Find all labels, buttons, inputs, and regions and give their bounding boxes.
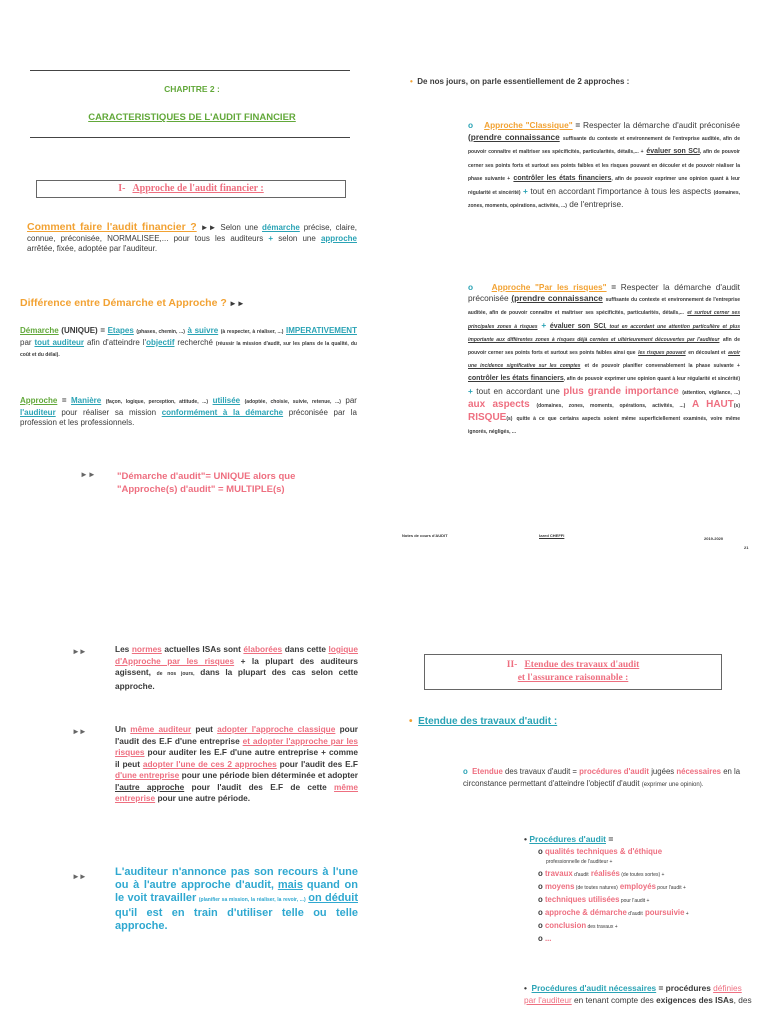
- emphasis: on déduit: [308, 892, 358, 904]
- item-main: moyens: [544, 882, 575, 891]
- definition-approche: [20, 396, 357, 429]
- text: procédures: [665, 983, 711, 993]
- keyword: adopter l'approche classique: [217, 724, 336, 734]
- keyword: Démarche: [20, 326, 59, 335]
- text: en la circonstance permettant d'atteindre l'objectif d'audit: [463, 767, 741, 788]
- footer-year: 2019-2020: [704, 536, 724, 541]
- list-item: [538, 846, 754, 868]
- note: (façon, logique, perception, attitude, ...): [105, 399, 209, 405]
- note: (planifier sa mission, la réaliser, la revoir, ...): [198, 897, 306, 903]
- keyword: l'autre approche: [115, 781, 185, 792]
- text: pour une autre période.: [157, 793, 251, 803]
- note: suffisante du contexte et environnement de l'entreprise auditée, afin de pouvoir connaître et maîtriser ses spécificités, particularités, détails,...: [468, 297, 741, 317]
- note: , afin de pouvoir cerner ses points forts et surtout ses points faibles et les risques pouvant en découler et de pouvoir réaliser la phase suivante +: [468, 149, 740, 182]
- text: pour l'audit des E.F: [279, 758, 358, 769]
- text: Les: [115, 644, 130, 654]
- text: en tenant compte des: [574, 995, 654, 1005]
- section-number: I-: [118, 183, 126, 194]
- item-main: techniques utilisées: [544, 895, 620, 904]
- keyword: objectif: [146, 337, 175, 347]
- item-note: d'audit: [626, 911, 643, 917]
- keyword: Approche: [20, 396, 58, 405]
- text: selon une: [278, 233, 316, 243]
- keyword: procédures d'audit: [579, 767, 650, 776]
- block-normes: [115, 644, 358, 692]
- list-item: [538, 907, 754, 920]
- bullet-icon: •: [410, 77, 413, 86]
- keyword: exigences des ISAs: [656, 995, 734, 1005]
- text: dans la plupart des cas selon cette approche.: [115, 667, 358, 691]
- arrows-icon: ►►: [200, 223, 217, 232]
- note-emphasis: et surtout cerner ses principales zones à risques: [468, 310, 740, 330]
- keyword: logique d'Approche par les risques: [115, 644, 358, 666]
- circle-bullet-icon: o: [538, 934, 545, 943]
- text: pour l'audit des E.F d'une entreprise: [115, 724, 359, 746]
- text: actuelles ISAs sont: [164, 644, 241, 654]
- text: =: [575, 120, 581, 130]
- keyword: Manière: [70, 396, 102, 405]
- note: (adoptée, choisie, suivie, retenue, ...): [244, 399, 341, 405]
- note: (domaines, zones, moments, opérations, activités, ...): [536, 402, 686, 409]
- keyword: IMPERATIVEMENT: [285, 326, 357, 335]
- chapter-title: CARACTERISTIQUES DE L'AUDIT FINANCIER: [88, 112, 296, 123]
- block-meme-auditeur: [115, 724, 358, 805]
- item-note: (de toutes sortes) +: [619, 872, 665, 878]
- arrows-icon: ►►: [229, 299, 245, 308]
- keyword: à suivre: [187, 326, 219, 335]
- conclusion: [117, 470, 362, 496]
- question-heading: Comment faire l'audit financier ?: [27, 221, 197, 233]
- keyword: et adopter l'approche par les risques: [115, 735, 359, 757]
- circle-bullet-icon: o: [538, 882, 545, 891]
- section-header-box: [424, 654, 722, 690]
- approach-risk: [468, 282, 740, 438]
- arrows-icon: ►►: [80, 470, 96, 479]
- circle-bullet-icon: o: [463, 767, 468, 776]
- note: en découlant et: [688, 350, 726, 357]
- note: (à respecter, à réaliser, ...): [220, 329, 284, 335]
- text: pour l'audit des E.F de cette: [191, 781, 327, 792]
- text: Un: [115, 724, 127, 734]
- item-note: des travaux +: [586, 924, 618, 930]
- list-item: [538, 933, 754, 944]
- keyword-demarche: démarche: [262, 223, 300, 232]
- bullet-icon: •: [409, 716, 413, 727]
- intro-line: [410, 77, 629, 86]
- note: (s): [733, 402, 741, 409]
- arrows-icon: ►►: [72, 727, 86, 736]
- item-main: approche & démarche: [544, 908, 627, 917]
- emphasis: L'auditeur n'annonce pas son recours à l'une ou à l'autre approche d'audit,: [115, 866, 358, 891]
- text: des travaux d'audit =: [505, 767, 577, 776]
- keyword-approche: approche: [320, 233, 357, 243]
- text: =: [658, 983, 664, 993]
- page-number: 21: [744, 545, 749, 550]
- plus-sign: +: [468, 385, 473, 396]
- slide-1: [0, 0, 384, 512]
- note: (domaines, zones, moments, opérations, activités, ...): [468, 189, 740, 209]
- item-note: +: [684, 911, 689, 917]
- keyword: évaluer son SCI: [549, 322, 606, 330]
- text: arrêtée, fixée, adoptée par l'auditeur.: [27, 244, 158, 253]
- arrows-icon: ►►: [72, 872, 86, 881]
- note-emphasis: les risques pouvant: [638, 350, 686, 357]
- text: =: [61, 396, 67, 405]
- item-note: pour l'audit +: [619, 898, 650, 904]
- circle-bullet-icon: o: [538, 908, 545, 917]
- note: (attention, vigilance, ...): [682, 389, 741, 396]
- divider: [30, 70, 350, 71]
- slide-2: [384, 0, 768, 550]
- note: de nos jours,: [156, 671, 195, 677]
- note: (s): [506, 416, 513, 423]
- keyword: l'auditeur: [20, 407, 56, 417]
- keyword: contrôler les états financiers: [513, 175, 612, 182]
- keyword: Etapes: [107, 326, 134, 335]
- text: de l'entreprise.: [569, 199, 624, 209]
- item-emphasis: réalisés: [588, 869, 620, 878]
- text: dans cette: [284, 644, 326, 654]
- emphasis: A HAUT: [692, 398, 734, 410]
- list-item: [538, 894, 754, 907]
- chapter-label: CHAPITRE 2 :: [164, 84, 220, 94]
- keyword: d'une entreprise: [115, 770, 180, 780]
- text: Selon une: [220, 223, 259, 232]
- text: =: [608, 834, 614, 844]
- note: suffisante du contexte et environnement de l'entreprise auditée, afin de pouvoir connaître et maîtriser ses spécificités, particularités, détails,... +: [468, 135, 740, 155]
- note: , afin de pouvoir exprimer une opinion quant à leur régularité et sincérité): [468, 176, 740, 196]
- keyword: (prendre connaissance: [468, 131, 560, 142]
- note: et de pouvoir planifier convenablement la phase suivante +: [584, 363, 740, 370]
- text: recherché: [177, 337, 213, 347]
- text: peut: [195, 724, 213, 734]
- emphasis: quand on le voit travailler: [115, 879, 358, 904]
- note: , afin de pouvoir exprimer une opinion quant à leur régularité et sincérité): [563, 376, 740, 383]
- list-item: [538, 868, 754, 881]
- procedures-necessaires: • Procédures d'audit nécessaires = procédures définies par l'auditeur en tenant compte des exigences des ISAs, des: [524, 983, 752, 1005]
- text: par: [345, 396, 357, 405]
- text: précise, claire, connue, préconisée, NORMALISEE,... pour tous les auditeurs: [27, 223, 357, 243]
- text: jugées: [651, 767, 675, 776]
- item-note: professionnelle de l'auditeur +: [546, 859, 613, 865]
- circle-bullet-icon: o: [538, 921, 545, 930]
- keyword: même auditeur: [130, 724, 192, 734]
- note: (réussir la mission d'audit, sur les plans de la qualité, du coût et du délai).: [20, 340, 357, 358]
- item-main: travaux: [544, 869, 573, 878]
- text: Respecter la démarche d'audit préconisée: [583, 120, 741, 130]
- keyword: tout auditeur: [34, 337, 85, 347]
- section-heading: [409, 716, 557, 727]
- text: tout en accordant l'importance à tous les aspects: [530, 185, 712, 196]
- item-note: d'audit: [572, 872, 589, 878]
- footer-left: Notes de cours d'AUDIT: [402, 533, 448, 538]
- keyword: contrôler les états financiers: [468, 375, 564, 383]
- keyword: conformément à la démarche: [161, 407, 284, 417]
- text: Respecter la démarche d'audit préconisée: [468, 282, 740, 304]
- section-title-line-1: Etendue des travaux d'audit: [524, 660, 640, 670]
- note-emphasis: avoir une incidence significative sur les comptes: [468, 350, 741, 370]
- circle-bullet-icon: o: [468, 120, 474, 130]
- item-main: qualités techniques & d'éthique: [544, 847, 663, 856]
- approach-title: Approche "Classique": [484, 120, 573, 130]
- procedures-list: [524, 834, 754, 944]
- section-header-box: [36, 180, 346, 198]
- circle-bullet-icon: o: [538, 847, 545, 856]
- section-number: II-: [506, 660, 518, 670]
- item-emphasis: poursuivie: [642, 908, 685, 917]
- intro-text: De nos jours, on parle essentiellement de 2 approches :: [417, 77, 630, 86]
- text: (UNIQUE) =: [61, 326, 105, 335]
- plus-sign: +: [268, 233, 274, 243]
- text: préconisée par la profession et les professionnels.: [20, 407, 357, 427]
- plus-sign: +: [541, 319, 547, 330]
- keyword: nécessaires: [676, 767, 722, 776]
- divider: [30, 137, 350, 138]
- item-emphasis: employés: [617, 882, 656, 891]
- section-title: Approche de l'audit financier :: [132, 183, 264, 194]
- etendue-paragraph: [463, 766, 743, 791]
- approach-classic: [468, 120, 740, 213]
- list-item: [538, 881, 754, 894]
- note: (exprimer une opinion).: [641, 781, 704, 788]
- keyword: (prendre connaissance: [511, 293, 603, 304]
- question-heading: Différence entre Démarche et Approche ?: [20, 297, 227, 309]
- paragraph-comment-faire: [27, 222, 357, 255]
- procedures-title-line: • Procédures d'audit =: [524, 834, 614, 844]
- list-title: Procédures d'audit nécessaires: [531, 983, 657, 993]
- circle-bullet-icon: o: [538, 869, 545, 878]
- definition-demarche: [20, 326, 357, 361]
- keyword: normes: [131, 644, 162, 654]
- text: par: [20, 337, 32, 347]
- keyword: définies par l'auditeur: [524, 983, 742, 1005]
- note: quitte à ce que certains aspects soient même superficiellement examinés, voire même ignorés, négligés, ...: [468, 416, 740, 436]
- item-main: ...: [544, 934, 552, 943]
- plus-sign: +: [523, 185, 528, 196]
- conclusion-line-2: "Approche(s) d'audit" = MULTIPLE(s): [117, 484, 285, 495]
- text: =: [611, 282, 617, 292]
- keyword: Etendue: [472, 767, 503, 776]
- list-title: Procédures d'audit: [529, 834, 607, 844]
- item-note: (de toutes natures): [574, 885, 618, 891]
- block-annonce: [115, 866, 358, 933]
- footer-author: Izzed CHEFFI: [539, 533, 565, 538]
- conclusion-line-1: "Démarche d'audit"= UNIQUE alors que: [117, 471, 296, 482]
- item-note: pour l'audit +: [655, 885, 686, 891]
- procedures-items: [538, 846, 754, 944]
- note: (phases, chemin, ...): [136, 329, 185, 335]
- note: afin de pouvoir cerner ses points forts et surtout ses points faibles ainsi que: [468, 336, 740, 357]
- list-item: [538, 920, 754, 933]
- note-emphasis: , tout en accordant une attention particulière et plus importante aux différentes zones à risques déjà cernées et ultérieurement découvertes par l'auditeur: [468, 323, 740, 343]
- emphasis: mais: [277, 879, 303, 891]
- text: pour auditer les E.F d'une autre entreprise + comme il peut: [115, 747, 358, 769]
- text: + la plupart des auditeurs agissent,: [115, 655, 358, 677]
- arrows-icon: ►►: [72, 647, 86, 656]
- text: afin d'atteindre l': [86, 337, 147, 347]
- approach-title: Approche "Par les risques": [491, 282, 607, 292]
- text: pour une période bien déterminée et adopter: [181, 770, 359, 780]
- question-difference: [20, 298, 360, 310]
- item-main: conclusion: [544, 921, 587, 930]
- slide-3: [0, 512, 384, 1024]
- slide-4: [384, 512, 768, 1024]
- emphasis: plus grande importance: [563, 385, 679, 397]
- emphasis: RISQUE: [468, 412, 507, 424]
- text: tout en accordant une: [476, 385, 560, 396]
- keyword: utilisée: [212, 396, 241, 405]
- emphasis: aux aspects: [468, 398, 530, 410]
- keyword: évaluer son SCI: [646, 148, 700, 155]
- circle-bullet-icon: o: [538, 895, 545, 904]
- circle-bullet-icon: o: [468, 282, 474, 292]
- section-title-line-2: et l'assurance raisonnable :: [517, 673, 629, 683]
- text: , des: [733, 995, 752, 1005]
- text: pour réaliser sa mission: [61, 407, 157, 417]
- section-heading-text: Etendue des travaux d'audit :: [418, 716, 558, 727]
- keyword: élaborées: [243, 644, 283, 654]
- keyword: adopter l'une de ces 2 approches: [142, 758, 277, 769]
- emphasis: qu'il est en train d'utiliser telle ou telle approche.: [115, 906, 358, 932]
- keyword: même entreprise: [115, 781, 359, 803]
